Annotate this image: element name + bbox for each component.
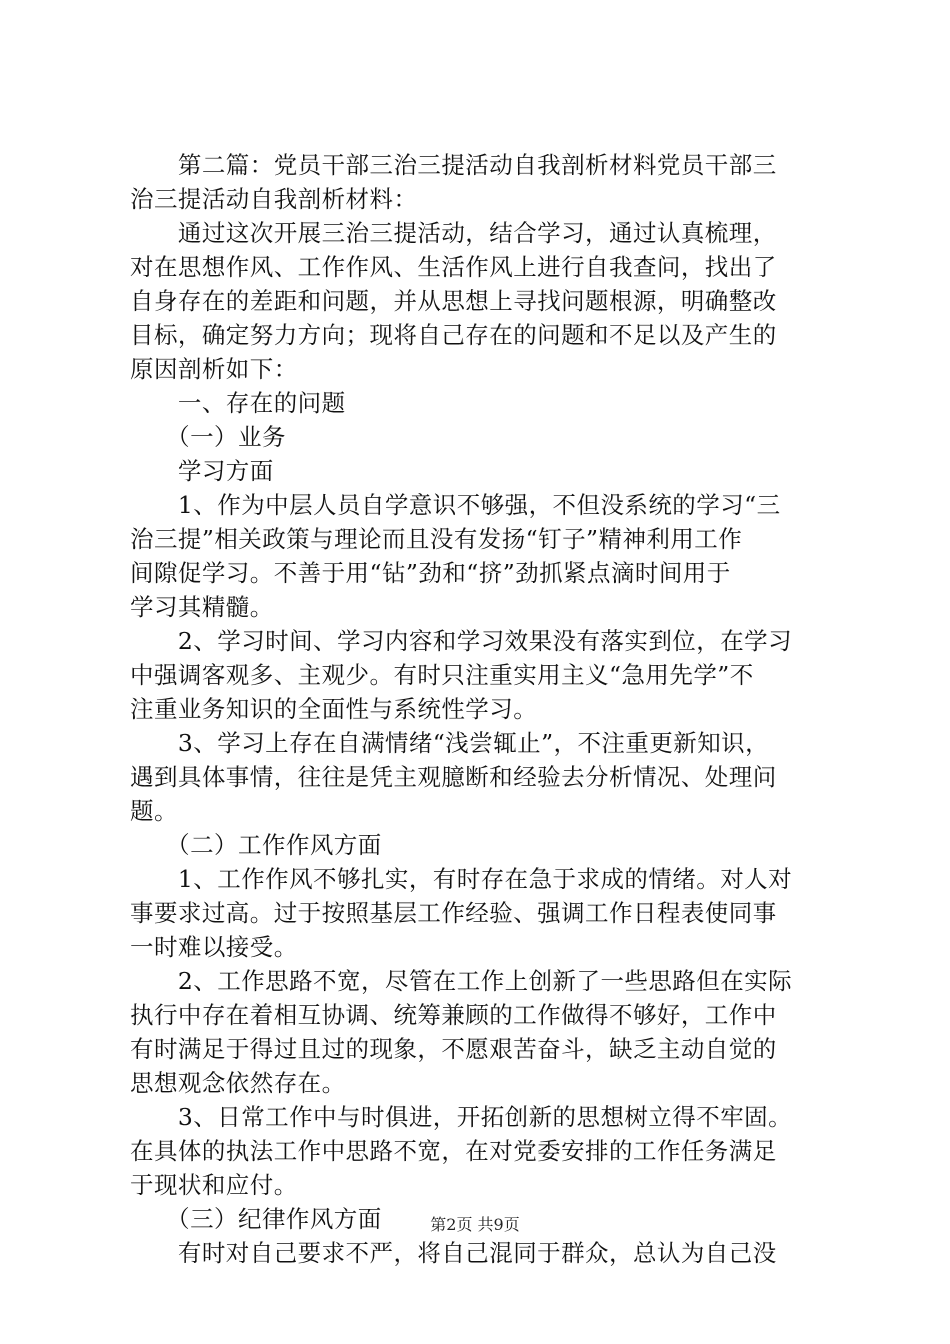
text-line: 1、作为中层人员自学意识不够强，不但没系统的学习“三 [130,491,781,519]
text-line: 有时满足于得过且过的现象，不愿艰苦奋斗，缺乏主动自觉的 [130,1035,777,1063]
text-line: 题。 [130,797,178,825]
text-line: 思想观念依然存在。 [130,1069,346,1097]
text-line: 目标，确定努力方向；现将自己存在的问题和不足以及产生的 [130,321,777,349]
subsection-heading: 学习方面 [130,457,274,485]
text-line: 2、学习时间、学习内容和学习效果没有落实到位，在学习 [130,627,793,655]
subsection-heading: （三）纪律作风方面 [130,1205,382,1233]
text-line: 中强调客观多、主观少。有时只注重实用主义“急用先学”不 [130,661,754,689]
text-line: 治三提活动自我剖析材料： [130,185,418,213]
text-line: 学习其精髓。 [130,593,274,621]
text-line: 治三提”相关政策与理论而且没有发扬“钉子”精神利用工作 [130,525,743,553]
text-line: 2、工作思路不宽，尽管在工作上创新了一些思路但在实际 [130,967,793,995]
text-line: 一时难以接受。 [130,933,298,961]
text-line: 1、工作作风不够扎实，有时存在急于求成的情绪。对人对 [130,865,793,893]
text-line: 3、学习上存在自满情绪“浅尝辄止”，不注重更新知识， [130,729,770,757]
text-line: 事要求过高。过于按照基层工作经验、强调工作日程表使同事 [130,899,777,927]
text-line: 对在思想作风、工作作风、生活作风上进行自我查问，找出了 [130,253,777,281]
section-heading: 一、存在的问题 [130,389,346,417]
text-line: 间隙促学习。不善于用“钻”劲和“挤”劲抓紧点滴时间用于 [130,559,731,587]
text-line: 注重业务知识的全面性与系统性学习。 [130,695,538,723]
text-line: 遇到具体事情，往往是凭主观臆断和经验去分析情况、处理问 [130,763,777,791]
text-line: 原因剖析如下： [130,355,298,383]
text-line: 自身存在的差距和问题，并从思想上寻找问题根源，明确整改 [130,287,777,315]
text-line: 在具体的执法工作中思路不宽，在对党委安排的工作任务满足 [130,1137,777,1165]
text-line: 有时对自己要求不严，将自己混同于群众，总认为自己没 [130,1239,777,1267]
text-line: 于现状和应付。 [130,1171,298,1199]
text-line: 通过这次开展三治三提活动，结合学习，通过认真梳理， [130,219,777,247]
text-line: 执行中存在着相互协调、统筹兼顾的工作做得不够好，工作中 [130,1001,777,1029]
subsection-heading: （二）工作作风方面 [130,831,382,859]
page-number-footer: 第2页 共9页 [430,1215,520,1234]
document-body [130,148,830,1270]
subsection-heading: （一）业务 [130,423,286,451]
text-line: 第二篇：党员干部三治三提活动自我剖析材料党员干部三 [130,151,777,179]
text-line: 3、日常工作中与时俱进，开拓创新的思想树立得不牢固。 [130,1103,793,1131]
